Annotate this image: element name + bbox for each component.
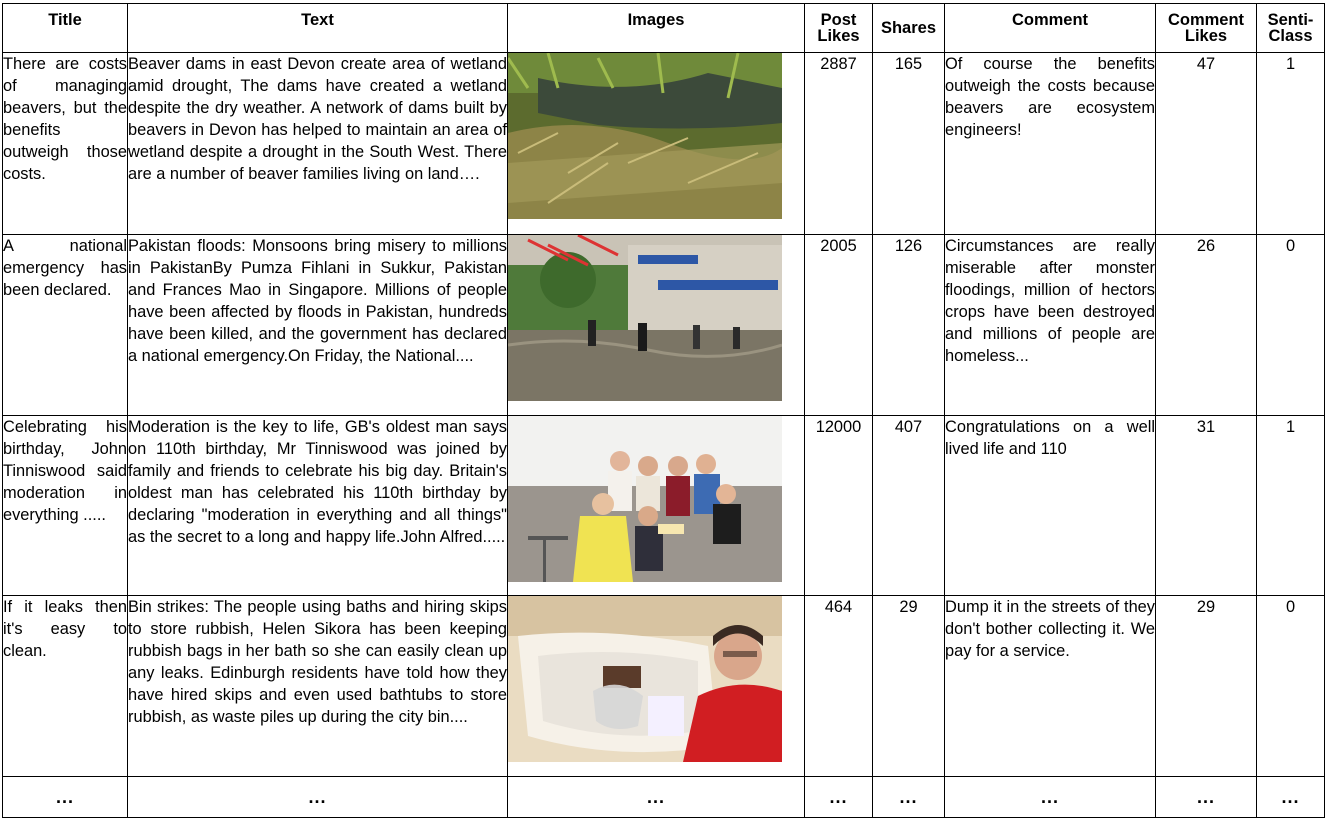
- images-cell: [508, 416, 805, 596]
- col-header-senti-class: Senti- Class: [1257, 4, 1325, 53]
- ellipsis-cell: ...: [1257, 777, 1325, 818]
- col-header-comment-likes: Comment Likes: [1156, 4, 1257, 53]
- comment-cell: Circumstances are really miserable after monster floodings, million of hectors crops have been destroyed and millions of people are homeless...: [945, 235, 1156, 416]
- ellipsis-cell: ...: [3, 777, 128, 818]
- table-row: [3, 53, 1325, 235]
- text-cell: Moderation is the key to life, GB's oldest man says on 110th birthday, Mr Tinniswood was joined by family and friends to celebrate his big day. Britain's oldest man has celebrated his 110th birthday by declaring "moderation in everything and all things" as the secret to a long and happy life.John Alfred.....: [128, 416, 508, 596]
- images-cell: [508, 596, 805, 777]
- family-birthday-photo: [508, 416, 782, 582]
- comment-likes-cell: 31: [1156, 416, 1257, 596]
- bathtub-rubbish-photo: [508, 596, 782, 762]
- ellipsis-cell: ...: [128, 777, 508, 818]
- post-likes-cell: 12000: [805, 416, 873, 596]
- shares-cell: 165: [873, 53, 945, 235]
- post-likes-cell: 2005: [805, 235, 873, 416]
- col-header-text: Text: [128, 4, 508, 53]
- title-cell: If it leaks then it's easy to clean.: [3, 596, 128, 777]
- title-cell: A national emergency has been declared.: [3, 235, 128, 416]
- senti-class-cell: 0: [1257, 596, 1325, 777]
- flooded-street-photo: [508, 235, 782, 401]
- post-likes-cell: 2887: [805, 53, 873, 235]
- comment-likes-cell: 29: [1156, 596, 1257, 777]
- title-cell: Celebrating his birthday, John Tinniswood said moderation in everything .....: [3, 416, 128, 596]
- senti-class-cell: 0: [1257, 235, 1325, 416]
- col-header-images: Images: [508, 4, 805, 53]
- table-row: [3, 235, 1325, 416]
- post-likes-cell: 464: [805, 596, 873, 777]
- table-row: [3, 416, 1325, 596]
- col-header-title: Title: [3, 4, 128, 53]
- comment-cell: Of course the benefits outweigh the costs because beavers are ecosystem engineers!: [945, 53, 1156, 235]
- text-cell: Bin strikes: The people using baths and hiring skips to store rubbish, Helen Sikora has been keeping rubbish bags in her bath so she can easily clean up any leaks. Edinburgh residents have told how they have hired skips and even used bathtubs to store rubbish, as waste piles up during the city bin....: [128, 596, 508, 777]
- ellipsis-cell: ...: [945, 777, 1156, 818]
- ellipsis-cell: ...: [873, 777, 945, 818]
- beaver-dam-wetland-photo: [508, 53, 782, 219]
- ellipsis-row: [3, 777, 1325, 818]
- comment-likes-cell: 47: [1156, 53, 1257, 235]
- comment-cell: Congratulations on a well lived life and 110: [945, 416, 1156, 596]
- header-row: [3, 4, 1325, 53]
- col-header-shares: Shares: [873, 4, 945, 53]
- col-header-comment: Comment: [945, 4, 1156, 53]
- comment-cell: Dump it in the streets of they don't bother collecting it. We pay for a service.: [945, 596, 1156, 777]
- text-cell: Beaver dams in east Devon create area of wetland amid drought, The dams have created a wetland despite the dry weather. A network of dams built by beavers in Devon has helped to maintain an area of wetland despite a drought in the South West. There are a number of beaver families living on land….: [128, 53, 508, 235]
- senti-class-cell: 1: [1257, 53, 1325, 235]
- senti-class-cell: 1: [1257, 416, 1325, 596]
- ellipsis-cell: ...: [1156, 777, 1257, 818]
- ellipsis-cell: ...: [508, 777, 805, 818]
- col-header-post-likes: Post Likes: [805, 4, 873, 53]
- shares-cell: 29: [873, 596, 945, 777]
- ellipsis-cell: ...: [805, 777, 873, 818]
- images-cell: [508, 53, 805, 235]
- dataset-table: [2, 3, 1325, 818]
- shares-cell: 407: [873, 416, 945, 596]
- title-cell: There are costs of managing beavers, but the benefits outweigh those costs.: [3, 53, 128, 235]
- comment-likes-cell: 26: [1156, 235, 1257, 416]
- text-cell: Pakistan floods: Monsoons bring misery to millions in PakistanBy Pumza Fihlani in Sukkur, Pakistan and Frances Mao in Singapore. Millions of people have been affected by floods in Pakistan, hundreds have been killed, and the government has declared a national emergency.On Friday, the National....: [128, 235, 508, 416]
- images-cell: [508, 235, 805, 416]
- shares-cell: 126: [873, 235, 945, 416]
- table-row: [3, 596, 1325, 777]
